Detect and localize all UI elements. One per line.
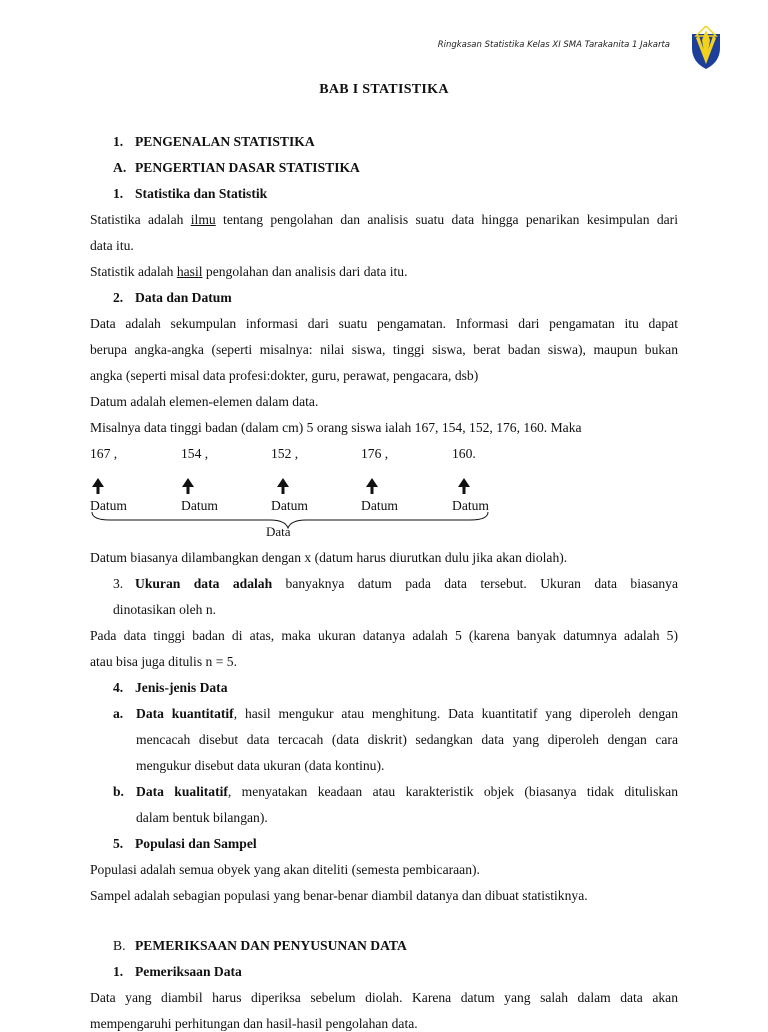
section-title: PEMERIKSAAN DAN PENYUSUNAN DATA [135, 938, 407, 953]
paragraph-line: mengukur disebut data ukuran (data kontinu). [136, 758, 385, 773]
item-marker: a. [113, 706, 124, 721]
bold-term: Data kualitatif [136, 784, 228, 799]
paragraph-datum: Datum adalah elemen-elemen dalam data. [90, 394, 319, 409]
section-title: PENGERTIAN DASAR STATISTIKA [135, 160, 360, 175]
datum-label: Datum [361, 498, 398, 513]
subheading-populasi [113, 836, 257, 852]
arrow-up-icon [277, 478, 289, 494]
underlined-word: ilmu [190, 212, 216, 227]
arrow-up-icon [182, 478, 194, 494]
paragraph-line: mencacah disebut data tercacah (data diskrit) sedangkan data yang diperoleh dengan cara [136, 732, 678, 747]
paragraph-text: , menyatakan keadaan atau karakteristik objek (biasanya tidak dituliskan [227, 784, 678, 799]
paragraph-text: Statistika adalah [90, 212, 191, 227]
list-item-kuantitatif [136, 706, 678, 722]
paragraph-line: dinotasikan oleh n. [113, 602, 217, 617]
sub-title: Pemeriksaan Data [135, 964, 242, 979]
sample-value: 167 , [90, 446, 118, 461]
section-number: B. [113, 938, 126, 953]
section-heading-pemeriksaan [113, 938, 407, 954]
paragraph-statistik [90, 264, 408, 280]
section-heading-pengenalan [113, 134, 315, 150]
bold-term: Ukuran data adalah [135, 576, 273, 591]
paragraph-text: , hasil mengukur atau menghitung. Data kuantitatif yang diperoleh dengan [233, 706, 678, 721]
sub-number: 1. [113, 964, 124, 979]
paragraph-sampel: Sampel adalah sebagian populasi yang benar-benar diambil datanya dan dibuat statistiknya. [90, 888, 588, 903]
sample-value: 152 , [271, 446, 299, 461]
subheading-statistika [113, 186, 267, 202]
paragraph-text: Statistik adalah [90, 264, 177, 279]
arrow-up-icon [458, 478, 470, 494]
sample-value: 154 , [181, 446, 209, 461]
running-header: Ringkasan Statistika Kelas XI SMA Tarakanita 1 Jakarta [437, 40, 670, 50]
paragraph-statistika [90, 212, 678, 228]
paragraph-line: Data yang diambil harus diperiksa sebelum diolah. Karena datum yang salah dalam data akan [90, 990, 678, 1005]
paragraph-example: Misalnya data tinggi badan (dalam cm) 5 orang siswa ialah 167, 154, 152, 176, 160. Maka [90, 420, 582, 435]
paragraph-line: Pada data tinggi badan di atas, maka ukuran datanya adalah 5 (karena banyak datumnya adalah 5) [90, 628, 678, 643]
section-title: PENGENALAN STATISTIKA [135, 134, 315, 149]
paragraph-line: atau bisa juga ditulis n = 5. [90, 654, 237, 669]
school-logo-icon [690, 26, 722, 70]
subheading-data-datum [113, 290, 232, 306]
sub-title: Statistika dan Statistik [135, 186, 268, 201]
sub-number: 3. [113, 576, 124, 591]
datum-label: Datum [452, 498, 489, 513]
paragraph-line: angka (seperti misal data profesi:dokter, guru, perawat, pengacara, dsb) [90, 368, 479, 383]
paragraph-text: pengolahan dan analisis dari data itu. [202, 264, 408, 279]
arrow-up-icon [92, 478, 104, 494]
list-item-ukuran [113, 576, 678, 592]
datum-label: Datum [181, 498, 218, 513]
arrow-up-icon [366, 478, 378, 494]
data-label: Data [266, 524, 291, 539]
bold-term: Data kuantitatif [136, 706, 234, 721]
sample-value: 176 , [361, 446, 389, 461]
sub-title: Data dan Datum [135, 290, 232, 305]
list-item-kualitatif [136, 784, 678, 800]
paragraph-line: Data adalah sekumpulan informasi dari suatu pengamatan. Informasi dari pengamatan itu dapat [90, 316, 678, 331]
sub-number: 1. [113, 186, 124, 201]
paragraph-text: banyaknya datum pada data tersebut. Ukuran data biasanya [272, 576, 678, 591]
item-marker: b. [113, 784, 124, 799]
sub-title: Jenis-jenis Data [135, 680, 228, 695]
paragraph-populasi: Populasi adalah semua obyek yang akan diteliti (semesta pembicaraan). [90, 862, 480, 877]
datum-label: Datum [90, 498, 127, 513]
paragraph-text: tentang pengolahan dan analisis suatu data hingga penarikan kesimpulan dari [215, 212, 678, 227]
paragraph-line: berupa angka-angka (seperti misalnya: nilai siswa, tinggi siswa, berat badan siswa), maupun bukan [90, 342, 678, 357]
sample-value: 160. [452, 446, 476, 461]
underlined-word: hasil [176, 264, 203, 279]
paragraph-datum-note: Datum biasanya dilambangkan dengan x (datum harus diurutkan dulu jika akan diolah). [90, 550, 568, 565]
section-heading-pengertian [113, 160, 360, 176]
paragraph-line: dalam bentuk bilangan). [136, 810, 268, 825]
paragraph-line: mempengaruhi perhitungan dan hasil-hasil pengolahan data. [90, 1016, 418, 1031]
sub-number: 5. [113, 836, 124, 851]
sub-number: 2. [113, 290, 124, 305]
paragraph-line: data itu. [90, 238, 134, 253]
subheading-pemeriksaan-data [113, 964, 242, 980]
section-number: A. [113, 160, 127, 175]
subheading-jenis-data [113, 680, 228, 696]
datum-label: Datum [271, 498, 308, 513]
sub-title: Populasi dan Sampel [135, 836, 257, 851]
section-number: 1. [113, 134, 124, 149]
chapter-title: BAB I STATISTIKA [319, 82, 449, 97]
sub-number: 4. [113, 680, 124, 695]
